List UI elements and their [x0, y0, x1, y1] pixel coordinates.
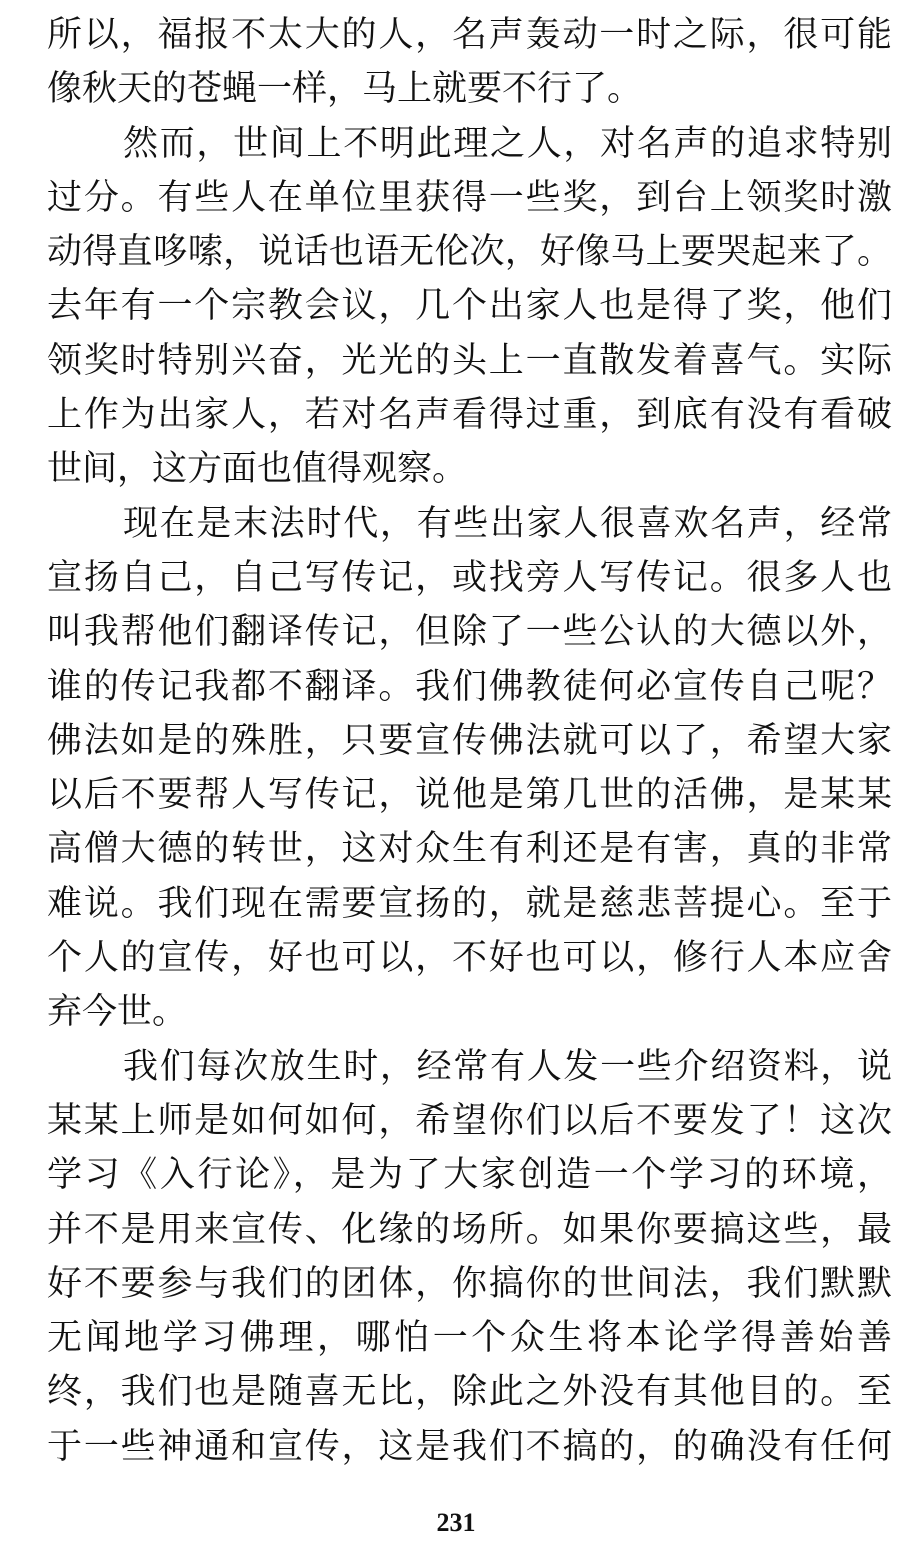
body-text	[47, 8, 892, 1474]
text-line: 佛法如是的殊胜，只要宣传佛法就可以了，希望大家	[47, 720, 892, 761]
text-line: 某某上师是如何如何，希望你们以后不要发了！这次	[47, 1100, 892, 1141]
text-line: 弃今世。	[47, 992, 188, 1033]
text-line: 世间，这方面也值得观察。	[47, 449, 468, 490]
text-line: 终，我们也是随喜无比，除此之外没有其他目的。至	[47, 1372, 892, 1413]
text-line: 动得直哆嗦，说话也语无伦次，好像马上要哭起来了。	[47, 232, 892, 273]
text-line: 叫我帮他们翻译传记，但除了一些公认的大德以外，	[47, 612, 892, 653]
text-line: 过分。有些人在单位里获得一些奖，到台上领奖时激	[47, 177, 892, 218]
text-line: 难说。我们现在需要宣扬的，就是慈悲菩提心。至于	[47, 883, 892, 924]
text-line: 宣扬自己，自己写传记，或找旁人写传记。很多人也	[47, 557, 892, 598]
page-number: 231	[436, 1508, 476, 1537]
text-line: 于一些神通和宣传，这是我们不搞的，的确没有任何	[47, 1426, 892, 1467]
text-line: 好不要参与我们的团体，你搞你的世间法，我们默默	[47, 1263, 892, 1304]
text-line: 去年有一个宗教会议，几个出家人也是得了奖，他们	[47, 286, 892, 327]
text-line: 像秋天的苍蝇一样，马上就要不行了。	[47, 69, 643, 110]
text-line: 个人的宣传，好也可以，不好也可以，修行人本应舍	[47, 938, 892, 979]
text-line: 上作为出家人，若对名声看得过重，到底有没有看破	[47, 395, 892, 436]
text-line: 谁的传记我都不翻译。我们佛教徒何必宣传自己呢？	[47, 666, 892, 707]
text-line: 领奖时特别兴奋，光光的头上一直散发着喜气。实际	[47, 340, 892, 381]
text-line: 高僧大德的转世，这对众生有利还是有害，真的非常	[47, 829, 892, 870]
text-line: 我们每次放生时，经常有人发一些介绍资料，说	[123, 1046, 892, 1087]
text-line: 现在是末法时代，有些出家人很喜欢名声，经常	[123, 503, 892, 544]
text-line: 然而，世间上不明此理之人，对名声的追求特别	[123, 123, 892, 164]
text-line: 所以，福报不太大的人，名声轰动一时之际，很可能	[47, 15, 892, 55]
text-line: 以后不要帮人写传记，说他是第几世的活佛，是某某	[47, 775, 892, 816]
text-line: 学习《入行论》，是为了大家创造一个学习的环境，	[47, 1155, 892, 1196]
text-line: 并不是用来宣传、化缘的场所。如果你要搞这些，最	[47, 1209, 892, 1250]
text-line: 无闻地学习佛理，哪怕一个众生将本论学得善始善	[47, 1318, 892, 1359]
